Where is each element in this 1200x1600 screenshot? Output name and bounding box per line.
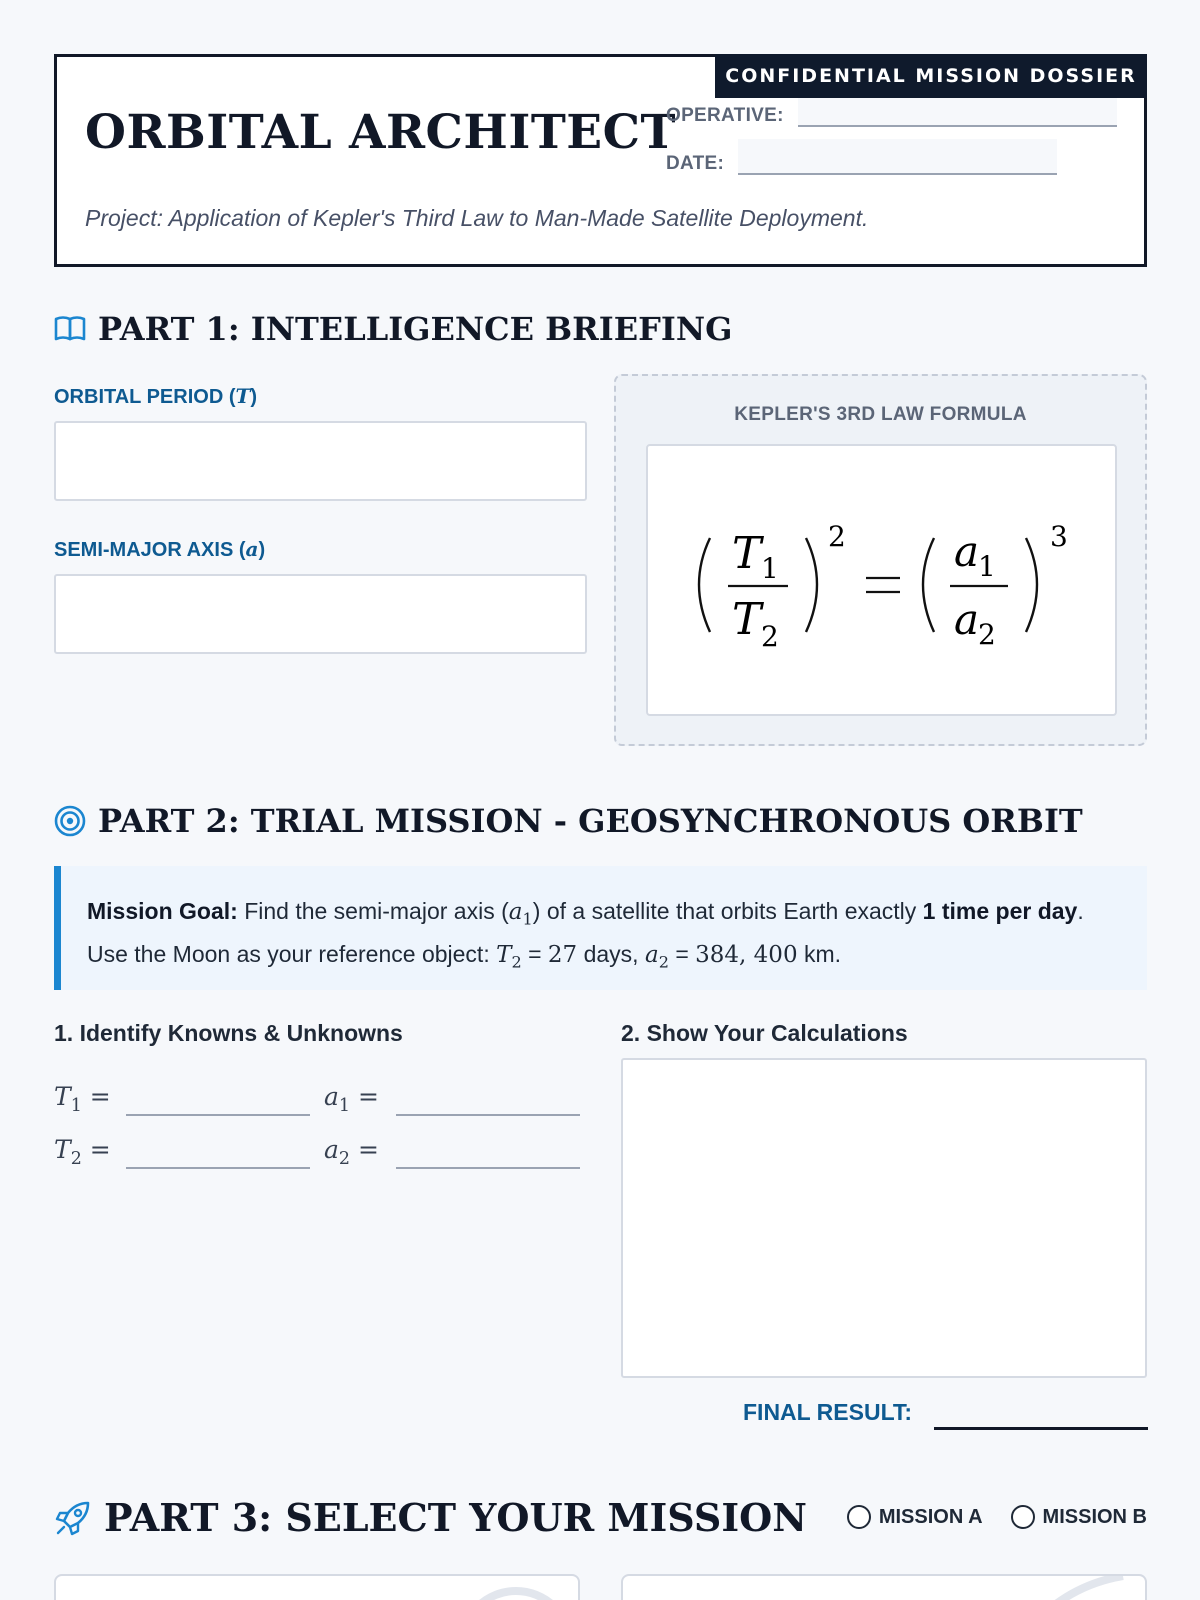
part1-title: PART 1: INTELLIGENCE BRIEFING [98, 310, 733, 348]
svg-text:1: 1 [761, 552, 779, 585]
date-field [666, 139, 1057, 175]
svg-text:a: a [954, 595, 980, 644]
a2-value: 384, 400 [695, 941, 798, 968]
calculations-heading: 2. Show Your Calculations [621, 1020, 908, 1046]
mission-a-radio[interactable] [847, 1505, 871, 1529]
a2-var: $a_2$ = [324, 1135, 379, 1169]
goal-label: Mission Goal: [87, 898, 238, 924]
orbital-period-label: ORBITAL PERIOD (T) [54, 384, 258, 408]
mission-goal-box: Mission Goal: Find the semi-major axis $(a_1)$ of a satellite that orbits Earth exactly 1 time per day. Use the Moon as your reference object: $T_2 = 27$ days, $a_2 = 384$, 400 km. [54, 866, 1147, 990]
svg-text:T: T [732, 528, 762, 579]
mission-b-card[interactable] [621, 1574, 1147, 1600]
part3-title: PART 3: SELECT YOUR MISSION [104, 1495, 807, 1540]
part3-heading [54, 1495, 807, 1540]
semi-major-axis-label: SEMI-MAJOR AXIS (a) [54, 537, 266, 561]
a2-inline: $a_2$ [644, 941, 669, 972]
calculations-area[interactable] [621, 1058, 1147, 1378]
semi-major-axis-text: SEMI-MAJOR AXIS [54, 539, 234, 561]
svg-text:T: T [732, 594, 762, 645]
svg-text:a: a [954, 527, 980, 576]
rocket-icon [54, 1499, 92, 1537]
final-result-input[interactable] [934, 1390, 1148, 1430]
svg-text:2: 2 [978, 618, 996, 651]
t2-var: $T_2$ = [54, 1135, 111, 1169]
svg-text:3: 3 [1050, 520, 1068, 553]
final-result-row [743, 1390, 1148, 1430]
knowns-heading: 1. Identify Knowns & Unknowns [54, 1020, 403, 1046]
orbit-decoration-icon [623, 1576, 1147, 1600]
t1-var: $T_1$ = [54, 1082, 111, 1116]
a2-input[interactable] [396, 1129, 580, 1169]
formula-title: KEPLER'S 3RD LAW FORMULA [734, 404, 1027, 425]
orbital-period-input[interactable] [54, 421, 587, 501]
orbit-decoration-icon [56, 1576, 580, 1600]
svg-text:2: 2 [828, 520, 846, 553]
goal-text-2: of a satellite that orbits Earth exactly [546, 898, 917, 924]
target-icon [54, 805, 86, 837]
t2-inline: $T_2$ [496, 941, 522, 972]
page-title: ORBITAL ARCHITECT [85, 105, 676, 160]
mission-selector [847, 1505, 1147, 1529]
mission-a-option[interactable] [847, 1505, 983, 1529]
goal-text-3: . Use the Moon as your reference object: [87, 898, 1084, 967]
axis-symbol: a [245, 537, 259, 561]
mission-b-option[interactable] [1011, 1505, 1147, 1529]
t1-input[interactable] [126, 1076, 310, 1116]
dossier-header [54, 54, 1147, 267]
mission-a-card[interactable] [54, 1574, 580, 1600]
formula-panel [614, 374, 1147, 746]
svg-text:1: 1 [978, 550, 996, 583]
mission-b-label: MISSION B [1042, 1505, 1147, 1528]
goal-text-1: Find the semi-major axis [244, 898, 495, 924]
final-result-label: FINAL RESULT: [743, 1399, 913, 1425]
date-input[interactable] [738, 139, 1057, 175]
book-icon [54, 314, 86, 344]
date-label: DATE: [666, 153, 725, 174]
a1-input[interactable] [396, 1076, 580, 1116]
km-unit: km. [803, 940, 842, 967]
mission-a-label: MISSION A [878, 1505, 983, 1528]
a1-inline: $a_1$ [508, 899, 533, 929]
svg-text:2: 2 [761, 620, 779, 653]
project-description: Project: Application of Kepler's Third Law to Man-Made Satellite Deployment. [85, 205, 869, 231]
kepler-formula [646, 444, 1117, 716]
period-symbol: T [235, 384, 251, 408]
part2-title: PART 2: TRIAL MISSION - GEOSYNCHRONOUS ORBIT [98, 802, 1083, 840]
orbital-period-text: ORBITAL PERIOD [54, 386, 224, 408]
operative-label: OPERATIVE: [666, 105, 784, 126]
part2-heading [54, 802, 1083, 840]
confidential-tag: CONFIDENTIAL MISSION DOSSIER [715, 54, 1147, 98]
part1-heading [54, 310, 732, 348]
known-row-1 [54, 1076, 580, 1116]
mission-b-radio[interactable] [1011, 1505, 1035, 1529]
t2-input[interactable] [126, 1129, 310, 1169]
t2-value: 27 [547, 941, 578, 968]
a1-var: $a_1$ = [324, 1082, 379, 1116]
goal-bold: 1 time per day [922, 898, 1078, 924]
known-row-2 [54, 1129, 580, 1169]
kepler-formula-graphic [648, 446, 1119, 718]
semi-major-axis-input[interactable] [54, 574, 587, 654]
days-unit: days, [583, 940, 639, 967]
